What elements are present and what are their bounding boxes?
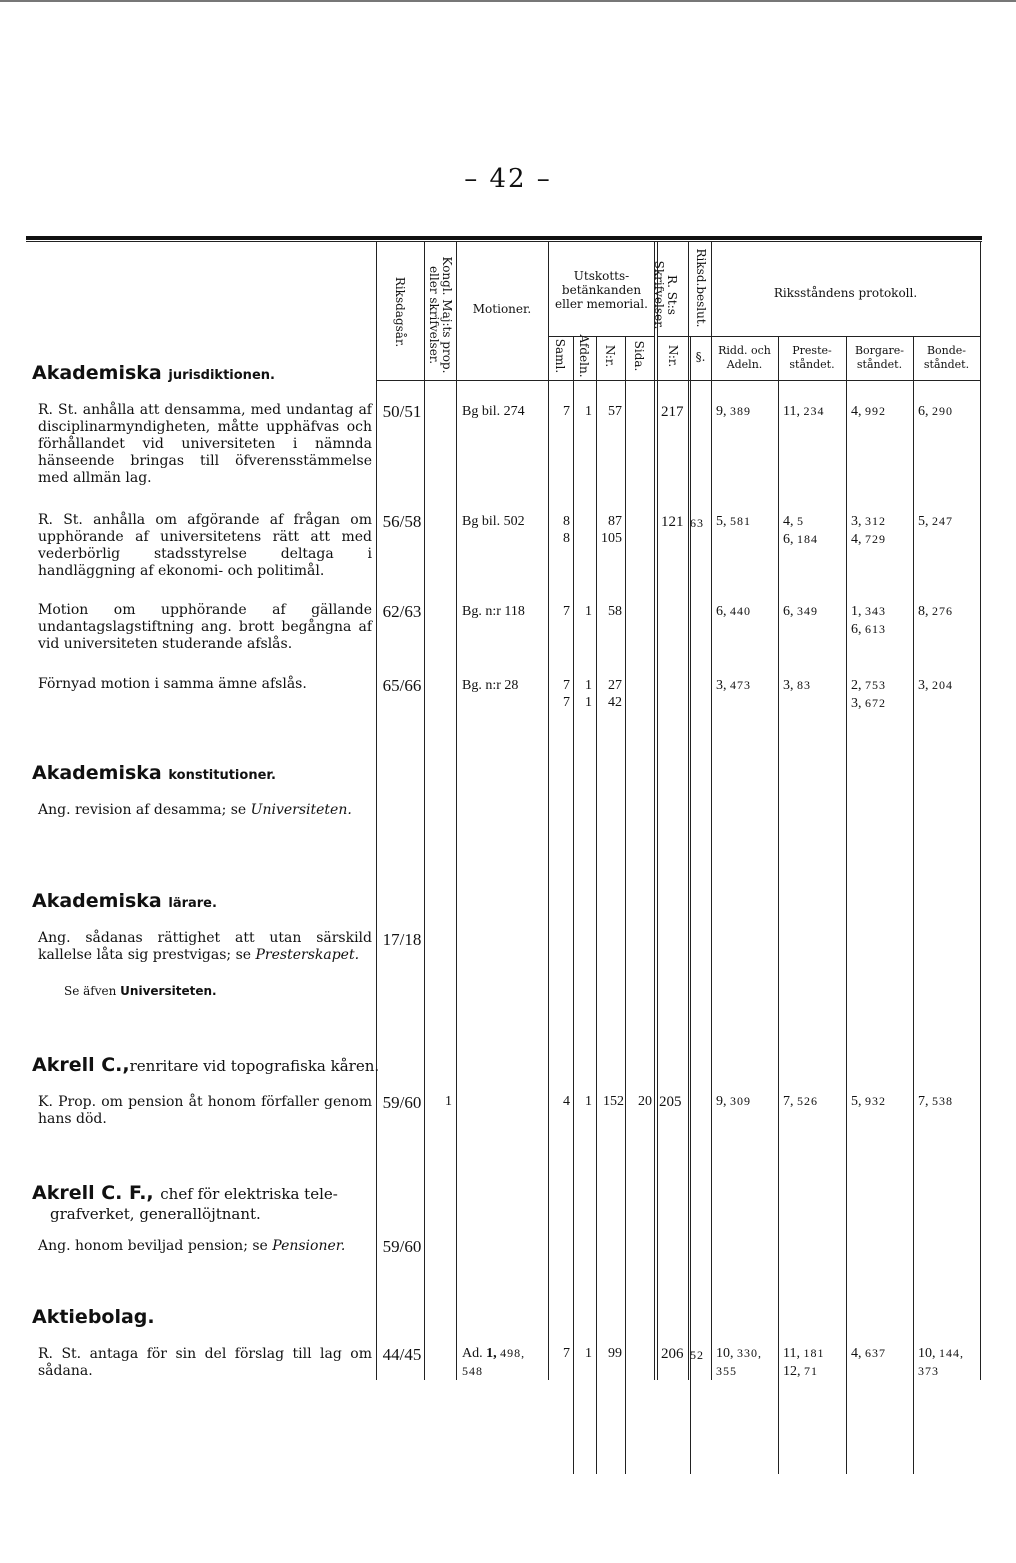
table-top-rule <box>26 236 982 240</box>
entry-nr: 105 <box>601 531 622 546</box>
section-heading-akrell-c: Akrell C.,renritare vid topografiska kåren. <box>32 1054 380 1076</box>
entry-rst-nr: 206 <box>661 1346 684 1362</box>
entry-bonde: 6, 290 <box>918 404 953 419</box>
entry-motion: Ad. 1, 498, <box>462 1346 526 1361</box>
col-rule <box>778 336 779 1474</box>
entry-borgare: 4, 729 <box>851 532 886 547</box>
entry-preste: 3, 83 <box>783 678 811 693</box>
entry-afdeln: 1 <box>585 1346 592 1361</box>
entry-preste: 11, 181 <box>783 1346 825 1361</box>
entry-ridd: 10, 330, <box>716 1346 762 1361</box>
entry-borgare: 3, 312 <box>851 514 886 529</box>
entry-motion: Bg bil. 502 <box>462 514 525 529</box>
entry-preste: 4, 5 <box>783 514 804 529</box>
entry-text: R. St. anhålla om afgörande af frågan om upphörande af universitetens rätt att med vederbörlig stadsstyrelse deltaga i handläggning af ekonomi- och politimål. <box>38 512 372 579</box>
entry-borgare: 5, 932 <box>851 1094 886 1109</box>
entry-borgare: 2, 753 <box>851 678 886 693</box>
col-rule <box>654 242 655 1380</box>
col-rule <box>688 242 689 1380</box>
entry-nr: 152 <box>603 1094 624 1109</box>
entry-text: Ang. honom beviljad pension; se Pensioner. <box>38 1238 346 1254</box>
top-edge-line <box>0 0 1016 2</box>
entry-text: Ang. revision af desamma; se Universiteten. <box>38 802 352 818</box>
entry-kongl-prop: 1 <box>445 1094 452 1109</box>
entry-afdeln: 1 <box>585 1094 592 1109</box>
entry-year: 50/51 <box>382 402 422 421</box>
header-sida: Sida. <box>632 340 646 372</box>
entry-rst-nr: 217 <box>661 404 684 420</box>
entry-preste: 6, 184 <box>783 532 818 547</box>
entry-text: K. Prop. om pension åt honom förfaller genom hans död. <box>38 1094 372 1127</box>
col-rule <box>657 242 658 1380</box>
entry-year: 44/45 <box>382 1345 422 1364</box>
entry-motion-cont: 548 <box>462 1364 483 1378</box>
entry-text: R. St. anhålla att densamma, med undantag af disciplinarmyndigheten, måtte upphäfvas och förhållandet vid universiteten i nämnda hänseende bringas till öfverensstämmelse med allmän lag. <box>38 402 372 486</box>
entry-borgare: 6, 613 <box>851 622 886 637</box>
entry-bonde: 10, 144, <box>918 1346 964 1361</box>
col-rule <box>980 242 981 1380</box>
entry-ridd: 6, 440 <box>716 604 751 619</box>
entry-text: R. St. antaga för sin del förslag till lag om sådana. <box>38 1346 372 1379</box>
entry-year: 59/60 <box>382 1093 422 1112</box>
entry-rst-nr: 121 <box>661 514 684 530</box>
header-subrule <box>711 336 980 337</box>
entry-rb-para: 63 <box>690 516 704 530</box>
header-afdeln: Afdeln. <box>577 334 591 378</box>
section-heading-akrell-cf: Akrell C. F., chef för elektriska tele- <box>32 1182 338 1204</box>
entry-preste: 6, 349 <box>783 604 818 619</box>
entry-preste: 7, 526 <box>783 1094 818 1109</box>
page-number: – 42 – <box>464 164 552 194</box>
entry-motion: Bg bil. 274 <box>462 404 525 419</box>
header-utskott: Utskotts- betänkanden eller memorial. <box>555 269 648 311</box>
entry-saml: 8 <box>563 531 570 546</box>
entry-afdeln: 1 <box>585 604 592 619</box>
entry-bonde-cont: 373 <box>918 1364 939 1378</box>
entry-bonde: 7, 538 <box>918 1094 953 1109</box>
entry-ridd: 3, 473 <box>716 678 751 693</box>
entry-text: Ang. sådanas rättighet att utan särskild kallelse låta sig prestvigas; se Presterskapet. <box>38 930 372 963</box>
col-rule <box>596 336 597 1474</box>
header-riksd-beslut: Riksd.beslut. <box>694 248 708 328</box>
heading-continuation: grafverket, generallöjtnant. <box>50 1205 261 1223</box>
entry-nr: 58 <box>608 604 622 619</box>
header-motioner: Motioner. <box>472 302 532 316</box>
entry-borgare: 4, 992 <box>851 404 886 419</box>
header-preste: Preste- ståndet. <box>789 344 835 371</box>
entry-text: Motion om upphörande af gällande undantagslagstiftning ang. brott begångna af vid universiteten studerande afslås. <box>38 602 372 652</box>
entry-year: 65/66 <box>382 676 422 695</box>
header-borgare: Borgare- ståndet. <box>854 344 905 371</box>
entry-saml: 7 <box>563 604 570 619</box>
entry-nr: 99 <box>608 1346 622 1361</box>
entry-year: 17/18 <box>382 930 422 949</box>
entry-saml: 7 <box>563 695 570 710</box>
entry-borgare: 3, 672 <box>851 696 886 711</box>
header-ridd: Ridd. och Adeln. <box>718 344 771 371</box>
col-rule <box>690 336 691 1474</box>
col-rule <box>625 336 626 1474</box>
col-rule <box>913 336 914 1474</box>
entry-nr: 27 <box>608 678 622 693</box>
entry-year: 62/63 <box>382 602 422 621</box>
table-top-rule-thin <box>26 241 982 242</box>
entry-saml: 4 <box>563 1094 570 1109</box>
entry-saml: 8 <box>563 514 570 529</box>
header-saml: Saml. <box>553 338 567 374</box>
header-rb-nr: N:r. <box>666 344 680 368</box>
col-rule <box>573 336 574 1474</box>
entry-preste: 12, 71 <box>783 1364 818 1379</box>
entry-saml: 7 <box>563 678 570 693</box>
entry-year: 56/58 <box>382 512 422 531</box>
entry-rst-nr: 205 <box>659 1094 682 1110</box>
entry-afdeln: 1 <box>585 695 592 710</box>
entry-ridd: 9, 389 <box>716 404 751 419</box>
entry-nr: 57 <box>608 404 622 419</box>
entry-ridd: 5, 581 <box>716 514 751 529</box>
entry-motion: Bg. n:r 118 <box>462 604 525 619</box>
entry-text: Förnyad motion i samma ämne afslås. <box>38 676 307 692</box>
entry-ridd: 9, 309 <box>716 1094 751 1109</box>
col-rule <box>846 336 847 1474</box>
entry-motion: Bg. n:r 28 <box>462 678 519 693</box>
header-protokoll: Riksståndens protokoll. <box>773 286 918 300</box>
entry-sida: 20 <box>638 1094 652 1109</box>
entry-bonde: 3, 204 <box>918 678 953 693</box>
entry-saml: 7 <box>563 404 570 419</box>
col-rule <box>456 242 457 1380</box>
entry-saml: 7 <box>563 1346 570 1361</box>
entry-nr: 42 <box>608 695 622 710</box>
header-kongl-prop: Kongl. Maj:ts prop. eller skrifvelser. <box>427 256 454 374</box>
header-nr: N:r. <box>603 344 617 368</box>
header-riksdagsar: Riksdagsår. <box>393 276 407 348</box>
section-heading-larare: Akademiska lärare. <box>32 890 217 912</box>
section-heading-konstitutioner: Akademiska konstitutioner. <box>32 762 276 784</box>
entry-rb-para: 52 <box>690 1348 704 1362</box>
col-rule <box>548 242 549 1380</box>
entry-bonde: 5, 247 <box>918 514 953 529</box>
entry-afdeln: 1 <box>585 678 592 693</box>
col-rule <box>711 242 712 1380</box>
entry-borgare: 1, 343 <box>851 604 886 619</box>
entry-ridd-cont: 355 <box>716 1364 737 1378</box>
entry-borgare: 4, 637 <box>851 1346 886 1361</box>
entry-year: 59/60 <box>382 1237 422 1256</box>
section-heading-aktiebolag: Aktiebolag. <box>32 1306 155 1328</box>
header-rb-para: §. <box>695 350 706 364</box>
see-also: Se äfven Universiteten. <box>64 984 217 998</box>
entry-bonde: 8, 276 <box>918 604 953 619</box>
entry-nr: 87 <box>608 514 622 529</box>
entry-preste: 11, 234 <box>783 404 825 419</box>
entry-afdeln: 1 <box>585 404 592 419</box>
header-bonde: Bonde- ståndet. <box>923 344 970 371</box>
section-heading-jurisdiktionen: Akademiska jurisdiktionen. <box>32 362 275 384</box>
header-rst-skrifvelser: R. St:s Skrifvelser. <box>652 260 679 330</box>
